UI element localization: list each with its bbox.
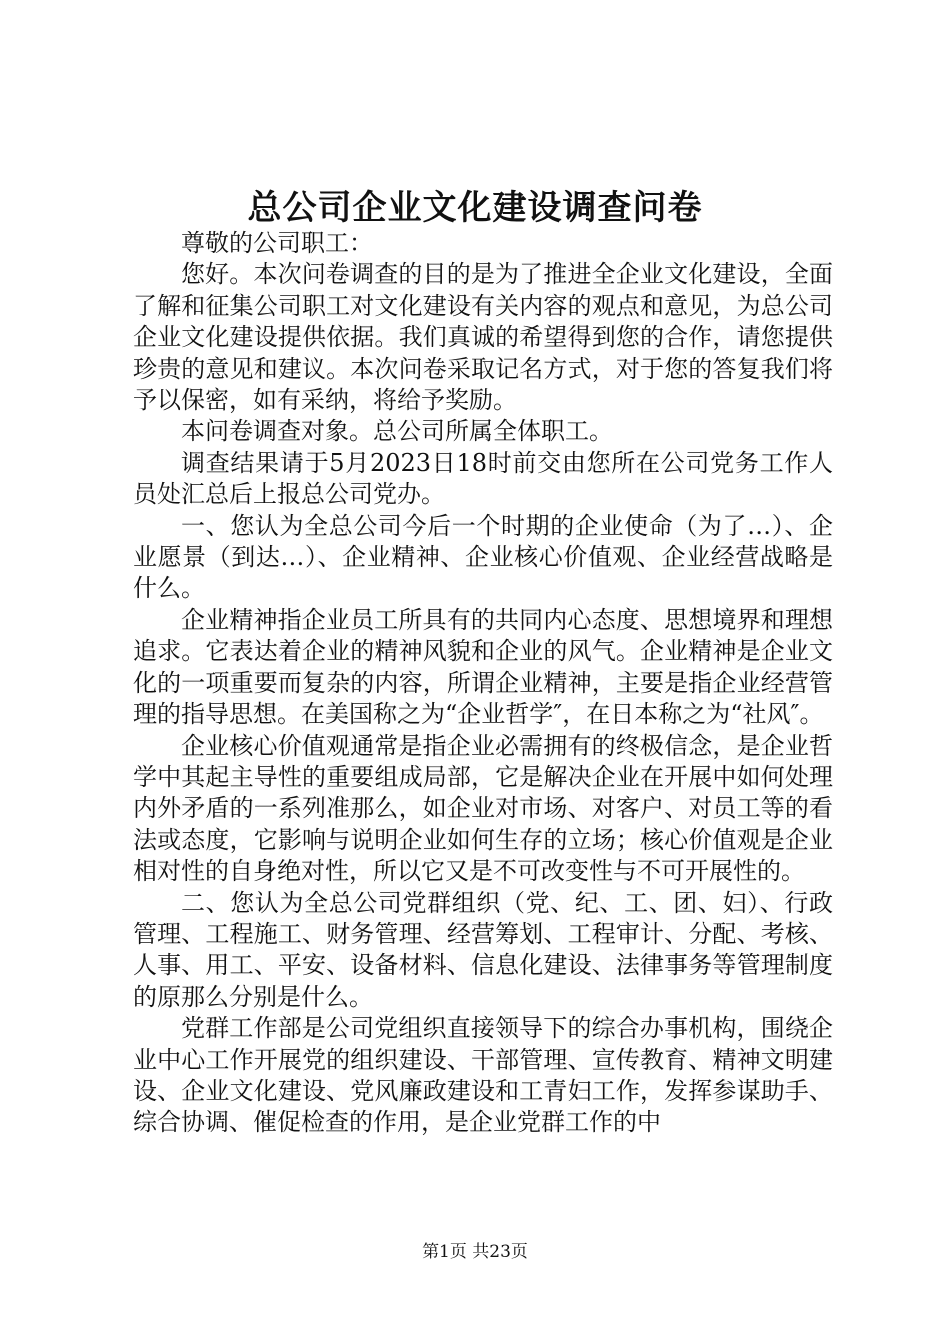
intro-paragraph: 您好。本次问卷调查的目的是为了推进全企业文化建设，全面了解和征集公司职工对文化建设有关内容的观点和意见，为总公司企业文化建设提供依据。我们真诚的希望得到您的合作，请您提供珍贵的意见和建议。本次问卷采取记名方式，对于您的答复我们将予以保密，如有采纳，将给予奖励。 (133, 260, 833, 415)
enterprise-spirit-paragraph: 企业精神指企业员工所具有的共同内心态度、思想境界和理想追求。它表达着企业的精神风貌和企业的风气。企业精神是企业文化的一项重要而复杂的内容，所谓企业精神，主要是指企业经营管理的指导思想。在美国称之为“企业哲学″，在日本称之为“社风″。 (133, 605, 833, 729)
document-title: 总公司企业文化建设调查问卷 (247, 188, 703, 228)
question-two-paragraph: 二、您认为全总公司党群组织（党、纪、工、团、妇）、行政管理、工程施工、财务管理、经营筹划、工程审计、分配、考核、人事、用工、平安、设备材料、信息化建设、法律事务等管理制度的原那么分别是什么。 (133, 888, 833, 1011)
core-values-paragraph: 企业核心价值观通常是指企业必需拥有的终极信念，是企业哲学中其起主导性的重要组成局部，它是解决企业在开展中如何处理内外矛盾的一系列准那么，如企业对市场、对客户、对员工等的看法或态度，它影响与说明企业如何生存的立场；核心价值观是企业相对性的自身绝对性，所以它又是不可改变性与不可开展性的。 (133, 731, 833, 886)
document-body (133, 228, 833, 1139)
party-work-paragraph: 党群工作部是公司党组织直接领导下的综合办事机构，围绕企业中心工作开展党的组织建设、干部管理、宣传教育、精神文明建设、企业文化建设、党风廉政建设和工青妇工作，发挥参谋助手、综合协调、催促检查的作用，是企业党群工作的中 (133, 1014, 833, 1137)
page-footer: 第1页 共23页 (422, 1242, 528, 1262)
salutation-paragraph: 尊敬的公司职工： (181, 229, 373, 257)
survey-target-paragraph: 本问卷调查对象。总公司所属全体职工。 (181, 417, 613, 446)
question-one-paragraph: 一、您认为全总公司今后一个时期的企业使命（为了…）、企业愿景（到达…）、企业精神、企业核心价值观、企业经营战略是什么。 (133, 511, 833, 603)
deadline-paragraph: 调查结果请于5月2023日18时前交由您所在公司党务工作人员处汇总后上报总公司党办。 (133, 448, 833, 509)
